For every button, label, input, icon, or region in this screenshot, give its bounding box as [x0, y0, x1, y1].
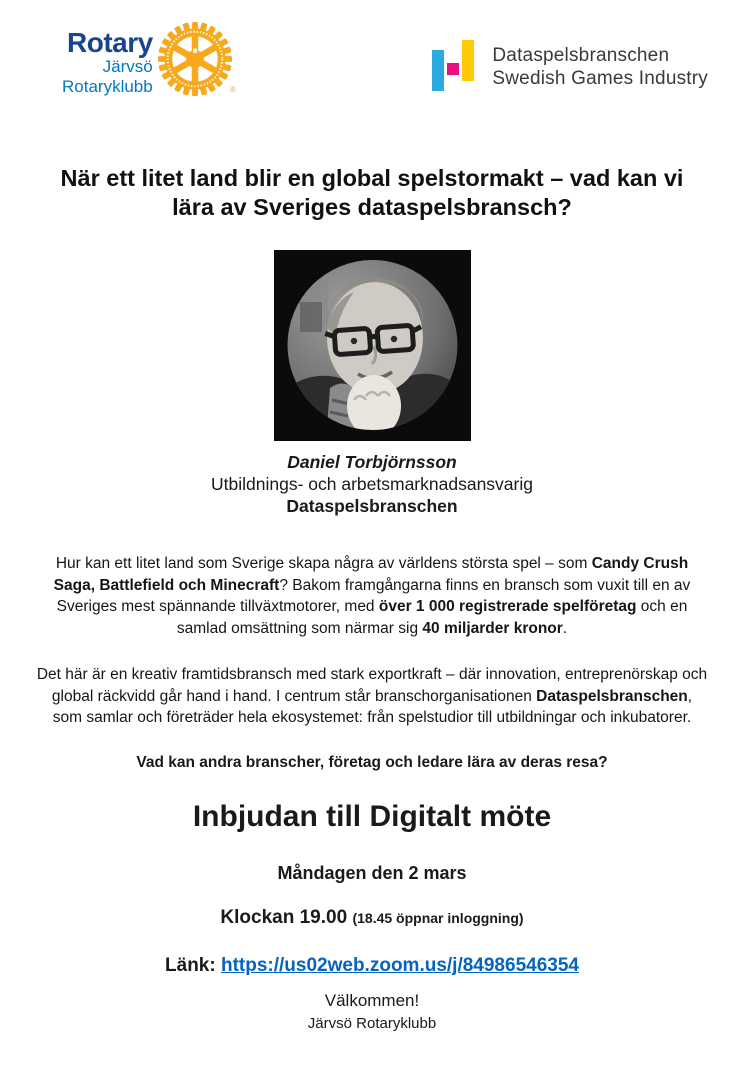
- games-industry-name-en: Swedish Games Industry: [492, 67, 708, 89]
- invitation-date: Måndagen den 2 mars: [277, 862, 467, 883]
- rotary-logo: [62, 20, 234, 98]
- games-industry-logo-text: [492, 44, 708, 90]
- body-question: Vad kan andra branscher, företag och ledare lära av deras resa?: [136, 753, 608, 771]
- speaker-photo: [274, 250, 471, 441]
- speaker-portrait-icon: [274, 250, 471, 441]
- invitation-heading: Inbjudan till Digitalt möte: [192, 799, 552, 833]
- body-paragraph-2: Det här är en kreativ framtidsbransch med stark exportkraft – där innovation, entreprenörskap och global räckvidd går hand i hand. I centrum står branschorganisationen Dataspelsbranschen, som samlar och företräder hela ekosystemet: från spelstudior till utbildningar och inkubatorer.: [36, 666, 708, 726]
- body-paragraph-1: Hur kan ett litet land som Sverige skapa några av världens största spel – som Candy Crush Saga, Battlefield och Minecraft? Bakom framgångarna finns en bransch som vuxit till en av Sveriges mest spännande tillväxtmotorer, med över 1 000 registrerade spelföretag och en samlad omsättning som närmar sig 40 miljarder kronor.: [53, 555, 691, 637]
- games-industry-name: Dataspelsbranschen: [492, 44, 670, 66]
- speaker-role: Utbildnings- och arbetsmarknadsansvarig: [211, 474, 533, 494]
- page-title: När ett litet land blir en global spelstormakt – vad kan vi lära av Sveriges dataspelsbransch?: [60, 165, 684, 220]
- header: [0, 0, 744, 100]
- invitation-link-row: [0, 955, 744, 977]
- link-label: Länk:: [165, 954, 216, 976]
- rotary-gear-wheel-icon: [156, 20, 234, 98]
- rotary-wheel-icon: [156, 20, 234, 98]
- speaker-block: [0, 452, 744, 517]
- speaker-name: Daniel Torbjörnsson: [287, 452, 457, 472]
- speaker-organization: Dataspelsbranschen: [286, 496, 458, 516]
- rotary-logo-text: [62, 29, 153, 97]
- invitation-time-note: (18.45 öppnar inloggning): [352, 909, 524, 926]
- zoom-meeting-link[interactable]: https://us02web.zoom.us/j/84986546354: [220, 954, 579, 976]
- rotary-club-line2: Rotaryklubb: [62, 77, 153, 96]
- signature-text: Järvsö Rotaryklubb: [307, 1014, 437, 1032]
- rotary-brand-name: Rotary: [67, 27, 153, 58]
- registered-trademark-symbol: ®: [229, 85, 236, 94]
- welcome-text: Välkommen!: [324, 990, 420, 1010]
- rotary-club-line1: Järvsö: [102, 57, 153, 76]
- games-industry-logo: [432, 40, 708, 93]
- three-color-bars-icon: [432, 40, 477, 93]
- invitation-time: [0, 907, 744, 929]
- invitation-time-value: Klockan 19.00: [220, 906, 348, 928]
